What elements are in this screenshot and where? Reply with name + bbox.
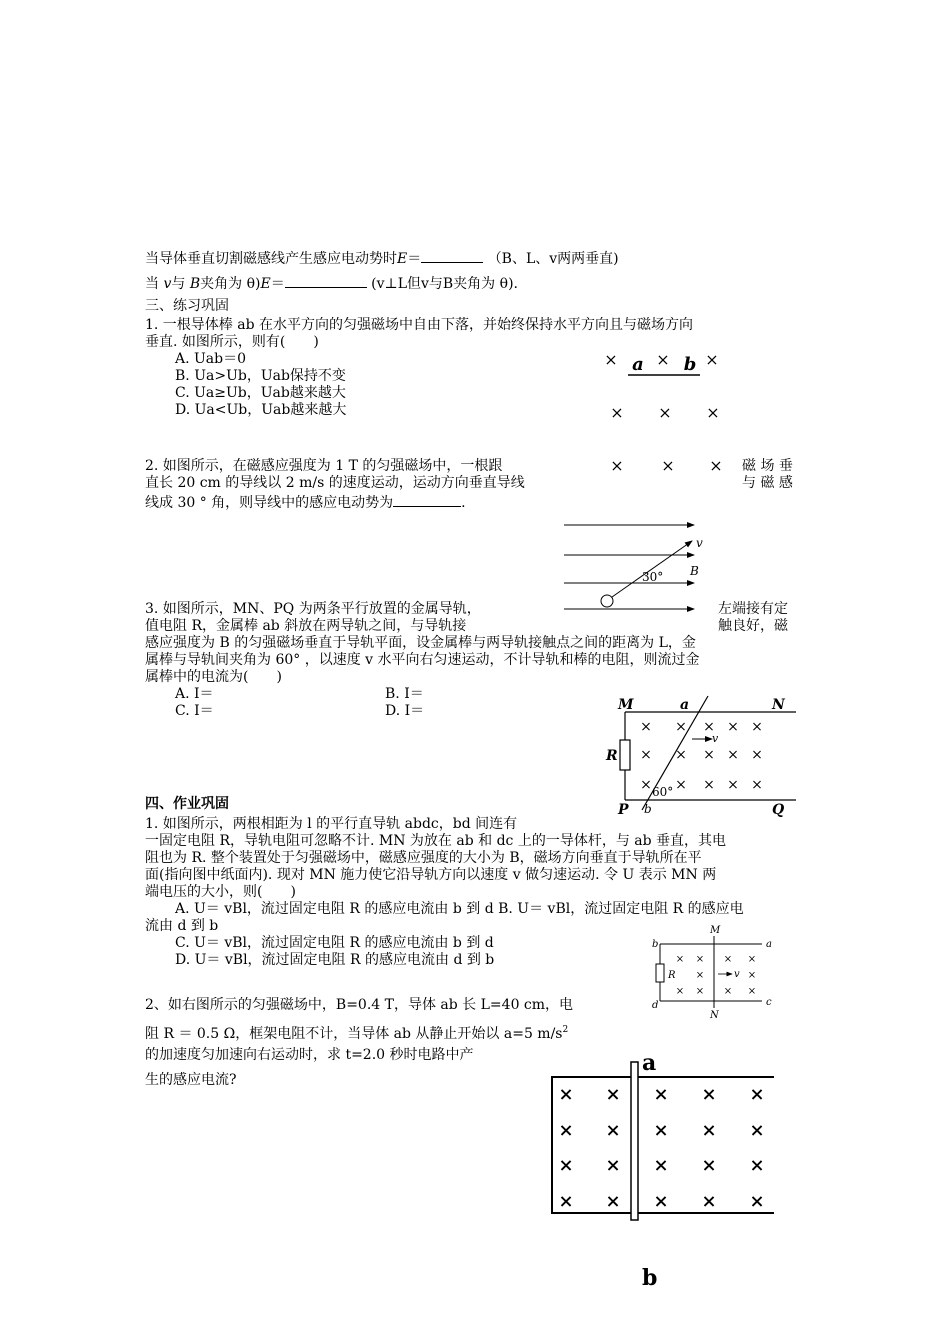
s4-q2-line-3: 的加速度匀加速向右运动时，求 t=2.0 秒时电路中产 (145, 1047, 474, 1063)
answer-blank[interactable] (285, 273, 367, 288)
label-b: b (642, 1265, 658, 1291)
s4-q1-line-5: 端电压的大小，则( ) (145, 884, 296, 900)
label-a: a (642, 1050, 657, 1076)
label-b-field: B (690, 564, 699, 578)
s4-q1-option-a-cont: 流由 d 到 b (145, 918, 219, 934)
field-x-mark: × (605, 1191, 621, 1212)
field-x-mark: × (695, 970, 705, 981)
formula-2-eq: ＝ (270, 276, 285, 292)
q1-line-1: 1. 一根导体棒 ab 在水平方向的匀强磁场中自由下落，并始终保持水平方向且与磁场方向 (145, 317, 694, 333)
formula-1-eq: ＝ (407, 251, 422, 267)
field-x-mark: × (661, 456, 675, 475)
field-x-mark: × (747, 954, 757, 965)
field-x-mark: × (703, 719, 715, 735)
label-n: N (772, 697, 785, 713)
q2-line-2: 直长 20 cm 的导线以 2 m/s 的速度运动，运动方向垂直导线 (145, 475, 525, 491)
q2-x-row (605, 456, 725, 476)
field-x-mark: × (653, 1084, 669, 1105)
label-a: a (766, 939, 772, 950)
s4-q1-figure (648, 922, 778, 1020)
s4-q1-option-d: D. U＝ vBl，流过固定电阻 R 的感应电流由 d 到 b (175, 952, 495, 968)
field-x-mark: × (675, 719, 687, 735)
answer-blank[interactable] (421, 248, 483, 263)
field-x-mark: × (605, 1155, 621, 1176)
q3-line-2: 值电阻 R，金属棒 ab 斜放在两导轨之间，与导轨接 (145, 618, 467, 634)
field-x-mark: × (695, 986, 705, 997)
q3-line-4: 属棒与导轨间夹角为 60° ，以速度 v 水平向右匀速运动，不计导轨和棒的电阻，则流过金 (145, 652, 700, 668)
q2-line-1-right: 磁 场 垂 (742, 458, 793, 474)
wire-end (601, 595, 613, 607)
s4-q2-line-1: 2、如右图所示的匀强磁场中，B=0.4 T，导体 ab 长 L=40 cm，电 (145, 997, 574, 1013)
s4-q2-figure (548, 1050, 780, 1290)
q1-option-c: C. Ua≥Ub，Uab越来越大 (175, 385, 346, 401)
field-x-mark: × (749, 1155, 765, 1176)
label-a: a (680, 697, 690, 713)
field-x-mark: × (695, 954, 705, 965)
field-x-mark: × (558, 1191, 574, 1212)
label-n: N (710, 1010, 719, 1021)
q2-line-1: 2. 如图所示，在磁感应强度为 1 T 的匀强磁场中，一根跟 (145, 458, 503, 474)
q1-option-d: D. Ua<Ub，Uab越来越大 (175, 402, 347, 418)
q3-figure (600, 692, 800, 817)
q3-line-3: 感应强度为 B 的匀强磁场垂直于导轨平面，设金属棒与两导轨接触点之间的距离为 L，金 (145, 635, 696, 651)
field-x-mark: × (749, 1191, 765, 1212)
rod-ab (631, 1062, 638, 1220)
field-x-mark: × (703, 747, 715, 763)
field-x-mark: × (749, 1084, 765, 1105)
field-x-mark: × (653, 1120, 669, 1141)
field-x-mark: × (749, 1120, 765, 1141)
label-r: R (668, 970, 676, 981)
label-c: c (766, 997, 772, 1008)
q3-line-1: 3. 如图所示，MN、PQ 为两条平行放置的金属导轨， (145, 601, 481, 617)
s4-q1-option-a: A. U＝ vBl，流过固定电阻 R 的感应电流由 b 到 d B. U＝ vBl，流过固定电阻 R 的感应电 (175, 901, 744, 917)
q1-figure (600, 345, 730, 425)
field-x-mark: × (558, 1120, 574, 1141)
label-a: a (632, 354, 644, 375)
label-b: b (644, 802, 652, 816)
label-m: M (710, 925, 721, 936)
field-x-mark: × (675, 986, 685, 997)
field-x-mark: × (604, 350, 618, 369)
formula-line-2 (145, 273, 518, 293)
q2-line-2-right: 与 磁 感 (742, 475, 793, 491)
q3-line-2-right: 触良好，磁 (718, 618, 788, 634)
formula-2-condition: (v⊥L但v与B夹角为 θ). (371, 276, 518, 292)
s4-q2-exponent: 2 (562, 1025, 569, 1035)
q3-option-d: D. I＝ (385, 703, 425, 719)
s4-q1-line-2: 一固定电阻 R，导轨电阻可忽略不计. MN 为放在 ab 和 dc 上的一导体杆，与 ab 垂直，其电 (145, 833, 727, 849)
formula-1-condition: （B、L、v两两垂直) (487, 251, 619, 267)
q1-line-2: 垂直. 如图所示，则有( ) (145, 334, 319, 350)
field-x-mark: × (640, 719, 652, 735)
s4-q2-line-2 (145, 1022, 568, 1043)
resistor-r (656, 964, 664, 982)
label-q: Q (772, 802, 785, 818)
formula-line-1 (145, 248, 619, 268)
field-x-mark: × (610, 403, 624, 422)
q3-option-c: C. I＝ (175, 703, 214, 719)
field-x-mark: × (558, 1155, 574, 1176)
field-x-mark: × (701, 1084, 717, 1105)
answer-blank[interactable] (393, 492, 461, 507)
angle-label: 60° (652, 785, 674, 799)
q2-figure (562, 515, 712, 615)
label-v: v (712, 732, 719, 745)
formula-2-b: B (189, 276, 201, 292)
resistor-r (620, 740, 630, 770)
field-x-mark: × (675, 747, 687, 763)
field-x-mark: × (723, 954, 733, 965)
field-x-mark: × (653, 1155, 669, 1176)
angle-label: 30° (642, 570, 664, 584)
field-x-mark: × (701, 1155, 717, 1176)
field-x-mark: × (701, 1120, 717, 1141)
q1-option-a: A. Uab＝0 (175, 351, 247, 367)
label-d: d (652, 1000, 659, 1011)
formula-1-e: E (397, 251, 408, 267)
field-x-mark: × (751, 719, 763, 735)
field-x-mark: × (675, 777, 687, 793)
s4-q2-line-4: 生的感应电流? (145, 1072, 237, 1088)
field-x-mark: × (605, 1084, 621, 1105)
field-x-mark: × (656, 350, 670, 369)
section-3-title: 三、练习巩固 (145, 298, 229, 314)
field-x-mark: × (640, 747, 652, 763)
field-x-mark: × (705, 350, 719, 369)
formula-2-text: 当 (145, 276, 159, 292)
q2-line-3-text: 线成 30 ° 角，则导线中的感应电动势为 (145, 495, 394, 511)
field-x-mark: × (605, 1120, 621, 1141)
field-x-mark: × (703, 777, 715, 793)
formula-1-text: 当导体垂直切割磁感线产生感应电动势时 (145, 251, 397, 267)
field-x-mark: × (558, 1084, 574, 1105)
field-x-mark: × (706, 403, 720, 422)
label-b: b (652, 939, 659, 950)
s4-q1-line-1: 1. 如图所示，两根相距为 l 的平行直导轨 abdc，bd 间连有 (145, 816, 518, 832)
field-x-mark: × (727, 747, 739, 763)
label-b: b (683, 354, 697, 375)
s4-q1-option-c: C. U＝ vBl，流过固定电阻 R 的感应电流由 b 到 d (175, 935, 494, 951)
field-x-mark: × (747, 986, 757, 997)
field-x-mark: × (727, 719, 739, 735)
q2-line-3 (145, 492, 466, 512)
label-p: P (618, 802, 629, 818)
field-x-mark: × (675, 954, 685, 965)
field-marks (676, 954, 756, 997)
field-x-mark: × (723, 986, 733, 997)
field-x-mark: × (658, 403, 672, 422)
q3-option-b: B. I＝ (385, 686, 424, 702)
q3-line-1-right: 左端接有定 (718, 601, 788, 617)
field-x-mark: × (701, 1191, 717, 1212)
field-x-mark: × (751, 747, 763, 763)
field-x-mark: × (640, 777, 652, 793)
field-x-mark: × (727, 777, 739, 793)
field-x-mark: × (747, 970, 757, 981)
s4-q1-line-3: 阻也为 R. 整个装置处于匀强磁场中，磁感应强度的大小为 B，磁场方向垂直于导轨所在平 (145, 850, 702, 866)
section-4-title: 四、作业巩固 (145, 796, 229, 812)
field-x-mark: × (709, 456, 723, 475)
field-x-mark: × (610, 456, 624, 475)
label-m: M (618, 697, 634, 713)
velocity-arrow (612, 541, 692, 597)
label-r: R (606, 748, 618, 764)
q3-option-a: A. I＝ (175, 686, 214, 702)
q2-line-3-end: . (461, 495, 466, 511)
q1-option-b: B. Ua>Ub，Uab保持不变 (175, 368, 346, 384)
label-v: v (734, 969, 740, 980)
field-x-mark: × (653, 1191, 669, 1212)
s4-q2-line-2-text: 阻 R ＝ 0.5 Ω，框架电阻不计，当导体 ab 从静止开始以 a=5 m/s (145, 1026, 563, 1042)
label-v: v (696, 536, 703, 550)
q3-line-5: 属棒中的电流为( ) (145, 669, 282, 685)
field-marks (558, 1084, 764, 1212)
formula-2-mid: 与 (171, 276, 186, 292)
formula-2-e: E (260, 276, 271, 292)
formula-2-v: v (163, 276, 172, 292)
field-x-mark: × (751, 777, 763, 793)
s4-q1-line-4: 面(指向图中纸面内). 现对 MN 施力使它沿导轨方向以速度 v 做匀速运动. 令 U 表示 MN 两 (145, 867, 717, 883)
formula-2-mid2: 夹角为 θ) (200, 276, 261, 292)
